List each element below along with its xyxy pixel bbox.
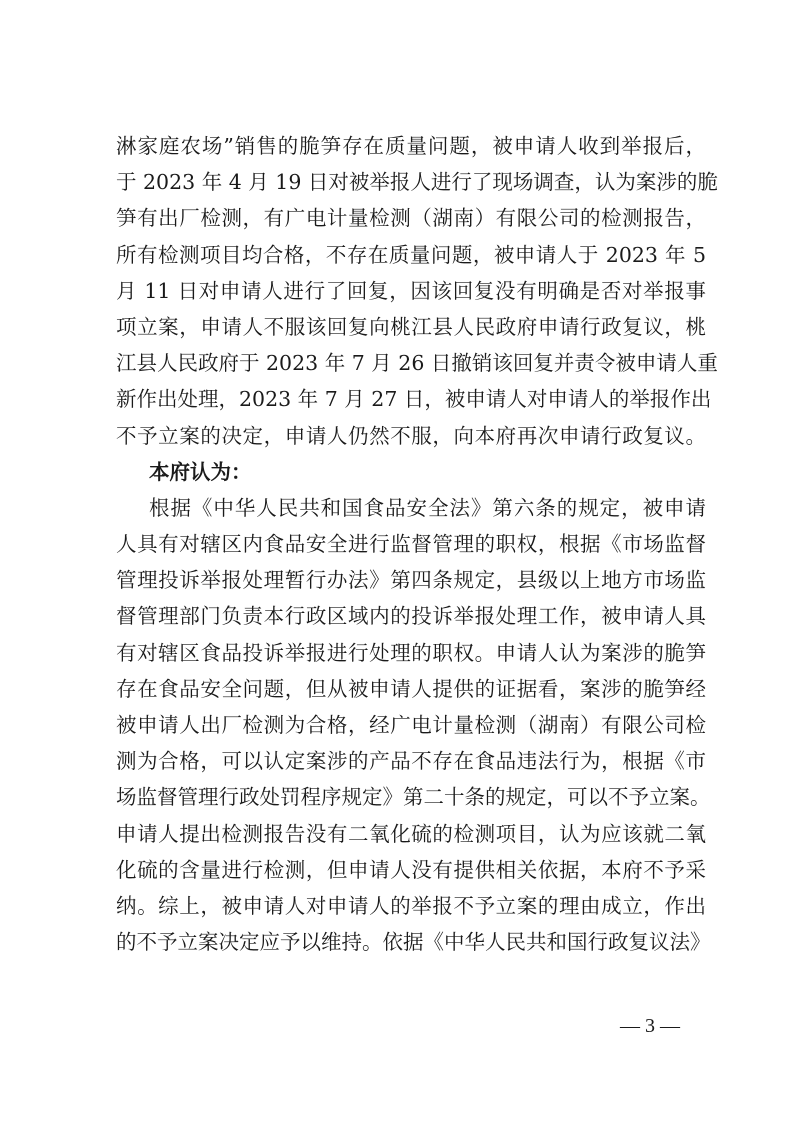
- text-line: 月 11 日对申请人进行了回复，因该回复没有明确是否对举报事: [116, 278, 706, 303]
- text-line: 的不予立案决定应予以维持。依据《中华人民共和国行政复议法》: [116, 930, 711, 955]
- section-heading: 本府认为：: [149, 459, 252, 484]
- text-line: 存在食品安全问题，但从被申请人提供的证据看，案涉的脆笋经: [116, 676, 706, 701]
- text-line: 被申请人出厂检测为合格，经广电计量检测（湖南）有限公司检: [116, 713, 706, 737]
- text-line: 测为合格，可以认定案涉的产品不存在食品违法行为，根据《市: [116, 749, 706, 774]
- page-number: — 3 —: [620, 1015, 680, 1037]
- text-line: 新作出处理，2023 年 7 月 27 日，被申请人对申请人的举报作出: [116, 387, 712, 412]
- text-line: 化硫的含量进行检测，但申请人没有提供相关依据，本府不予采: [116, 857, 706, 882]
- text-line: 场监督管理行政处罚程序规定》第二十条的规定，可以不予立案。: [116, 785, 711, 810]
- text-line: 于 2023 年 4 月 19 日对被举报人进行了现场调查，认为案涉的脆: [116, 170, 718, 195]
- text-line: 不予立案的决定，申请人仍然不服，向本府再次申请行政复议。: [116, 423, 706, 448]
- text-line: 有对辖区食品投诉举报进行处理的职权。申请人认为案涉的脆笋: [116, 640, 706, 665]
- text-line: 督管理部门负责本行政区域内的投诉举报处理工作，被申请人具: [116, 604, 706, 629]
- text-line: 淋家庭农场”销售的脆笋存在质量问题，被申请人收到举报后，: [116, 134, 706, 158]
- text-line: 管理投诉举报处理暂行办法》第四条规定，县级以上地方市场监: [116, 568, 706, 593]
- text-line: 纳。综上，被申请人对申请人的举报不予立案的理由成立，作出: [116, 893, 706, 918]
- text-line: 江县人民政府于 2023 年 7 月 26 日撤销该回复并责令被申请人重: [116, 351, 718, 376]
- text-line: 项立案，申请人不服该回复向桃江县人民政府申请行政复议，桃: [116, 314, 706, 339]
- text-line: 笋有出厂检测，有广电计量检测（湖南）有限公司的检测报告，: [116, 206, 706, 231]
- text-line: 申请人提出检测报告没有二氧化硫的检测项目，认为应该就二氧: [116, 821, 706, 846]
- document-body: [116, 128, 718, 960]
- text-line: 所有检测项目均合格，不存在质量问题，被申请人于 2023 年 5: [116, 242, 706, 267]
- text-line: 人具有对辖区内食品安全进行监督管理的职权，根据《市场监督: [116, 532, 706, 557]
- paragraph-first-line: 根据《中华人民共和国食品安全法》第六条的规定，被申请: [149, 495, 706, 520]
